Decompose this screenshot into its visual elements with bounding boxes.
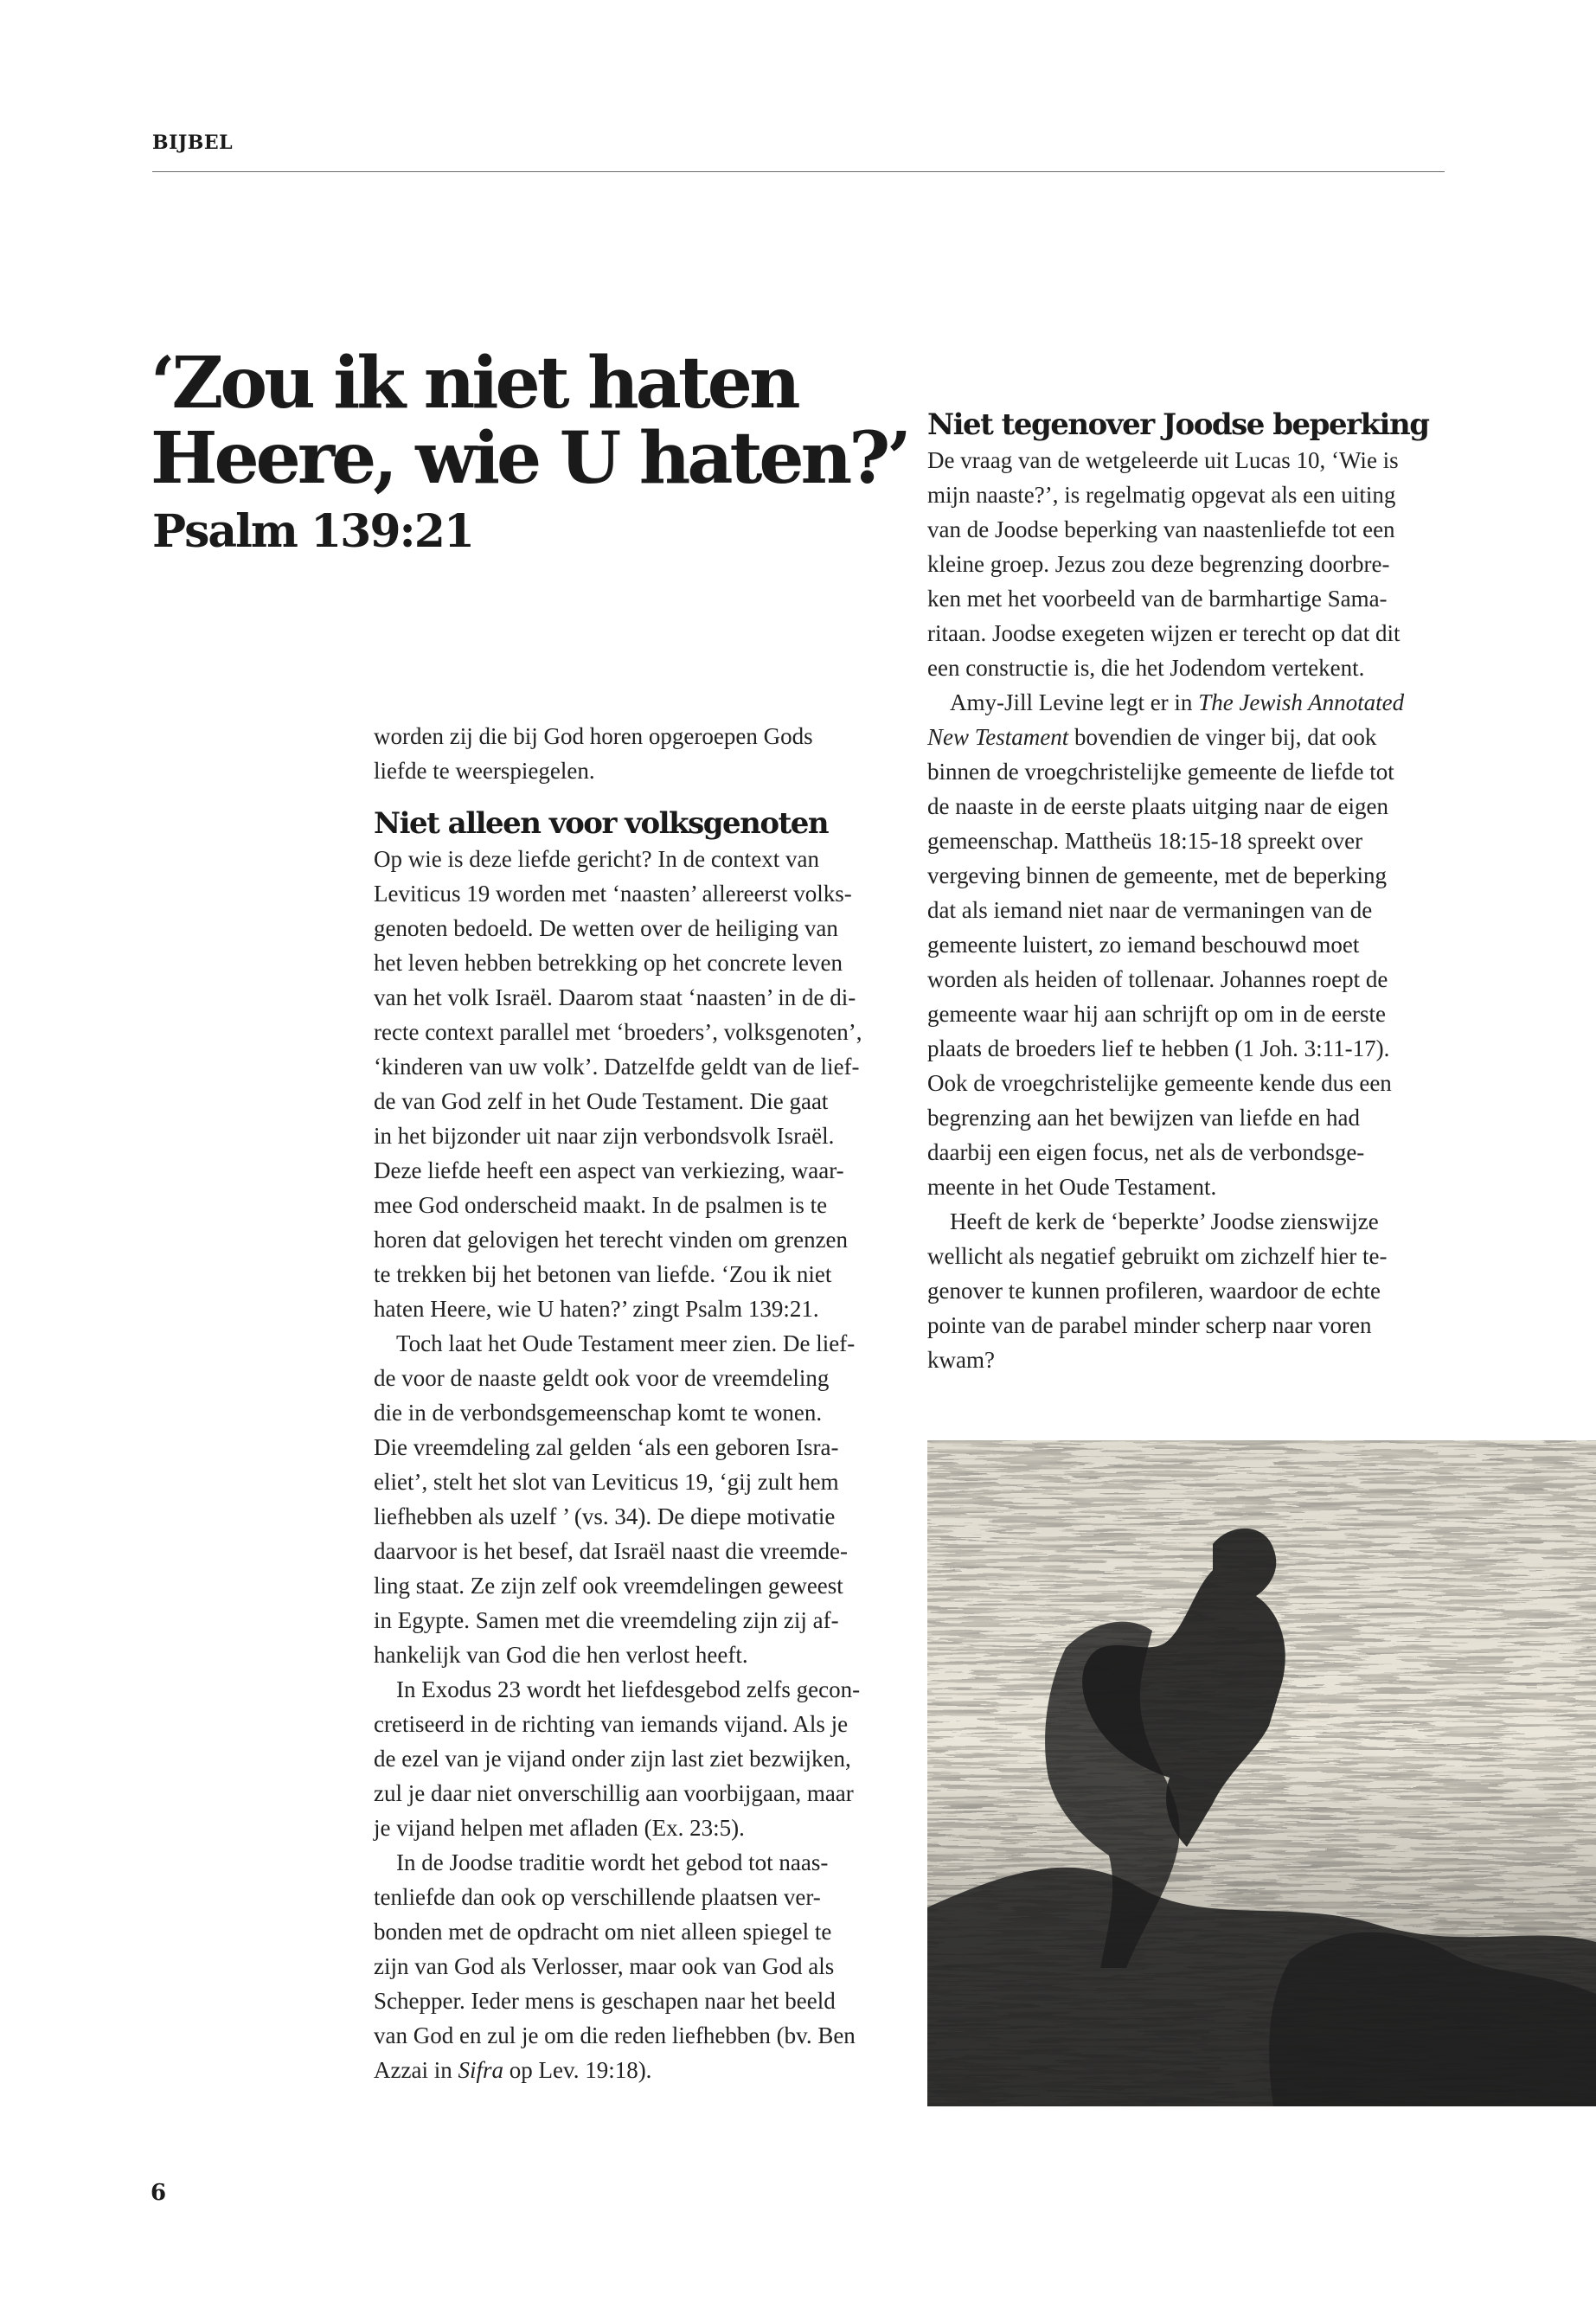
text-line: de naaste in de eerste plaats uitging naar de eigen — [927, 793, 1389, 819]
page-number: 6 — [151, 2180, 167, 2206]
text-line: ken met het voorbeeld van de barmhartige Sama- — [927, 586, 1388, 612]
text-line: genover te kunnen profileren, waardoor de echte — [927, 1278, 1381, 1304]
text-line: hankelijk van God die hen verlost heeft. — [374, 1642, 748, 1668]
text-line: De vraag van de wetgeleerde uit Lucas 10, ‘Wie is — [927, 447, 1399, 473]
text-line: in het bijzonder uit naar zijn verbondsvolk Israël. — [374, 1123, 835, 1149]
text-line: ‘kinderen van uw volk’. Datzelfde geldt van de lief- — [374, 1054, 860, 1080]
book-title-part-2: New Testament — [927, 724, 1069, 750]
title-line-2: Heere, wie U haten?’ — [151, 417, 908, 500]
text-line: begrenzing aan het bewijzen van liefde en had — [927, 1105, 1361, 1131]
text-line: zijn van God als Verlosser, maar ook van God als — [374, 1953, 835, 1979]
text-line: worden zij die bij God horen opgeroepen Gods — [374, 723, 813, 749]
article-title — [151, 342, 908, 500]
text-line: Ook de vroegchristelijke gemeente kende dus een — [927, 1070, 1392, 1096]
text-line: te trekken bij het betonen van liefde. ‘Zou ik niet — [374, 1261, 832, 1287]
text-line: van het volk Israël. Daarom staat ‘naasten’ in de di- — [374, 984, 856, 1010]
text-run: op Lev. 19:18). — [503, 2057, 652, 2083]
text-line: plaats de broeders lief te hebben (1 Joh. 3:11-17). — [927, 1035, 1390, 1061]
text-line: recte context parallel met ‘broeders’, volksgenoten’, — [374, 1019, 862, 1045]
text-line: daarvoor is het besef, dat Israël naast die vreemde- — [374, 1538, 849, 1564]
right-column — [927, 407, 1446, 1377]
text-line: van God en zul je om die reden liefhebben (bv. Ben — [374, 2022, 856, 2048]
left-column — [374, 719, 893, 2087]
book-title-sifra: Sifra — [458, 2057, 503, 2083]
text-line: zul je daar niet onverschillig aan voorbijgaan, maar — [374, 1780, 854, 1806]
text-line: de voor de naaste geldt ook voor de vreemdeling — [374, 1365, 830, 1391]
text-line: mijn naaste?’, is regelmatig opgevat als een uiting — [927, 482, 1396, 508]
paragraph — [374, 1326, 893, 1672]
text-line: Schepper. Ieder mens is geschapen naar het beeld — [374, 1988, 836, 2014]
text-run: Amy-Jill Levine legt er in — [950, 689, 1199, 715]
paragraph — [927, 685, 1446, 1204]
text-line: mee God onderscheid maakt. In de psalmen is te — [374, 1192, 828, 1218]
section-heading-volksgenoten: Niet alleen voor volksgenoten — [374, 806, 829, 841]
text-line: een constructie is, die het Jodendom vertekent. — [927, 655, 1365, 681]
text-line: kleine groep. Jezus zou deze begrenzing doorbre- — [927, 551, 1390, 577]
text-line: wellicht als negatief gebruikt om zichzelf hier te- — [927, 1243, 1388, 1269]
engraving-svg — [927, 1440, 1596, 2106]
text-line: pointe van de parabel minder scherp naar voren — [927, 1312, 1372, 1338]
text-line: daarbij een eigen focus, net als de verbondsge- — [927, 1139, 1365, 1165]
paragraph — [374, 842, 893, 1326]
title-line-1: ‘Zou ik niet haten — [151, 342, 798, 425]
text-line: ritaan. Joodse exegeten wijzen er terecht op dat dit — [927, 620, 1401, 646]
text-line: dat als iemand niet naar de vermaningen van de — [927, 897, 1373, 923]
text-line — [374, 2053, 893, 2087]
text-run: bovendien de vinger bij, dat ook — [1068, 724, 1377, 750]
header-rule — [152, 171, 1445, 172]
text-line: cretiseerd in de richting van iemands vijand. Als je — [374, 1711, 849, 1737]
text-line: de van God zelf in het Oude Testament. Die gaat — [374, 1088, 829, 1114]
text-line: eliet’, stelt het slot van Leviticus 19, ‘gij zult hem — [374, 1469, 839, 1495]
paragraph — [374, 1845, 893, 2087]
text-line: meente in het Oude Testament. — [927, 1174, 1217, 1200]
text-line: gemeenschap. Mattheüs 18:15-18 spreekt over — [927, 828, 1363, 854]
text-line — [927, 685, 1446, 720]
text-line: Op wie is deze liefde gericht? In de context van — [374, 846, 820, 872]
text-line: liefhebben als uzelf ’ (vs. 34). De diepe motivatie — [374, 1503, 836, 1529]
section-heading-joodse-beperking: Niet tegenover Joodse beperking — [927, 407, 1429, 442]
text-line: liefde te weerspiegelen. — [374, 758, 595, 784]
text-line: die in de verbondsgemeenschap komt te wonen. — [374, 1400, 823, 1426]
text-line: het leven hebben betrekking op het concrete leven — [374, 950, 843, 976]
text-line: van de Joodse beperking van naastenliefde tot een — [927, 516, 1395, 542]
engraving-illustration — [927, 1440, 1596, 2106]
text-line: Deze liefde heeft een aspect van verkiezing, waar- — [374, 1157, 844, 1183]
text-line: vergeving binnen de gemeente, met de beperking — [927, 862, 1388, 888]
text-line: worden als heiden of tollenaar. Johannes roept de — [927, 966, 1388, 992]
text-line: tenliefde dan ook op verschillende plaatsen ver- — [374, 1884, 821, 1910]
text-line: genoten bedoeld. De wetten over de heiliging van — [374, 915, 838, 941]
paragraph — [927, 443, 1446, 685]
section-label: BIJBEL — [152, 131, 234, 154]
intro-paragraph — [374, 719, 893, 788]
text-line — [927, 720, 1446, 754]
text-line: horen dat gelovigen het terecht vinden om grenzen — [374, 1227, 849, 1253]
text-line: haten Heere, wie U haten?’ zingt Psalm 139:21. — [374, 1296, 819, 1322]
text-run: Azzai in — [374, 2057, 458, 2083]
text-line: Heeft de kerk de ‘beperkte’ Joodse zienswijze — [950, 1208, 1379, 1234]
text-line: in Egypte. Samen met die vreemdeling zijn zij af- — [374, 1607, 839, 1633]
book-title-part-1: The Jewish Annotated — [1198, 689, 1405, 715]
text-line: de ezel van je vijand onder zijn last ziet bezwijken, — [374, 1746, 851, 1772]
text-line: gemeente waar hij aan schrijft op om in de eerste — [927, 1001, 1387, 1027]
text-line: bonden met de opdracht om niet alleen spiegel te — [374, 1919, 832, 1945]
text-line: Leviticus 19 worden met ‘naasten’ allereerst volks- — [374, 881, 852, 907]
title-reference: Psalm 139:21 — [152, 505, 474, 558]
paragraph — [927, 1204, 1446, 1377]
text-line: binnen de vroegchristelijke gemeente de liefde tot — [927, 759, 1394, 785]
text-line: kwam? — [927, 1347, 995, 1373]
text-line: Toch laat het Oude Testament meer zien. De lief- — [396, 1330, 856, 1356]
text-line: In Exodus 23 wordt het liefdesgebod zelfs gecon- — [396, 1676, 861, 1702]
text-line: je vijand helpen met afladen (Ex. 23:5). — [374, 1815, 745, 1841]
paragraph — [374, 1672, 893, 1845]
text-line: gemeente luistert, zo iemand beschouwd moet — [927, 932, 1360, 958]
text-line: ling staat. Ze zijn zelf ook vreemdelingen geweest — [374, 1573, 843, 1599]
text-line: Die vreemdeling zal gelden ‘als een geboren Isra- — [374, 1434, 839, 1460]
text-line: In de Joodse traditie wordt het gebod tot naas- — [396, 1849, 829, 1875]
